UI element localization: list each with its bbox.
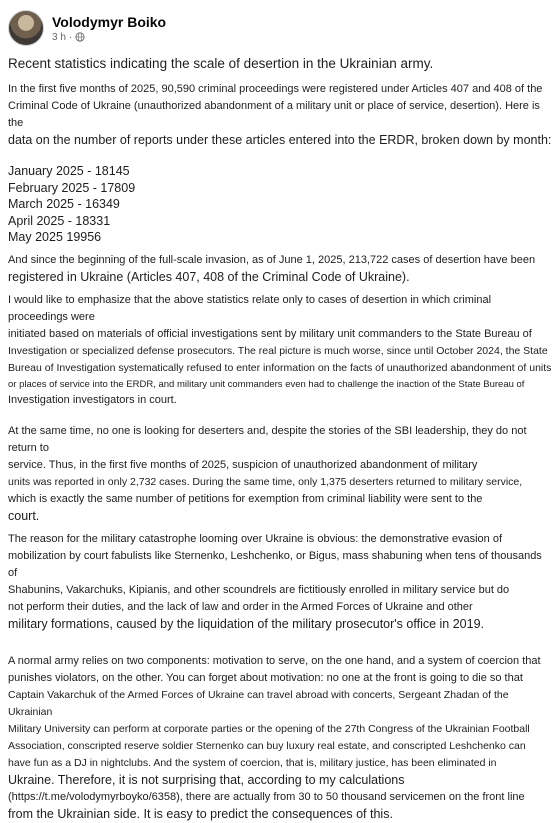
- text-line: At the same time, no one is looking for deserters and, despite the stories of the SBI leadership, they do not return to: [8, 424, 527, 454]
- month-item: February 2025 - 17809: [8, 180, 136, 195]
- text-line: service. Thus, in the first five months of 2025, suspicion of unauthorized abandonment of military: [8, 458, 478, 471]
- monthly-list: [8, 163, 553, 246]
- author-name[interactable]: Volodymyr Boiko: [52, 13, 167, 30]
- text-line: registered in Ukraine (Articles 407, 408 of the Criminal Code of Ukraine).: [8, 269, 410, 284]
- text-line: Association, conscripted reserve soldier Sternenko can buy luxury real estate, and conscripted Leshchenko can: [8, 739, 526, 752]
- text-line: (https://t.me/volodymyrboyko/6358), there are actually from 30 to 50 thousand servicemen on the front line: [8, 790, 525, 803]
- text-line: have fun as a DJ in nightclubs. And the system of coercion, that is, military justice, has been eliminated in: [8, 756, 497, 769]
- text-line: court.: [8, 508, 40, 523]
- intro-paragraph: [8, 81, 553, 149]
- text-line: Investigation investigators in court.: [8, 393, 177, 406]
- normal-army-paragraph: [8, 653, 553, 823]
- text-line: initiated based on materials of official investigations sent by military unit commanders to the State Bureau of: [8, 327, 532, 340]
- text-line: Military University can perform at corporate parties or the opening of the 27th Congress of the Ukrainian Football: [8, 722, 530, 735]
- text-line: punishes violators, on the other. You can forget about motivation: no one at the front is going to die so that: [8, 671, 523, 684]
- catastrophe-paragraph: [8, 531, 553, 633]
- globe-icon[interactable]: [75, 32, 85, 42]
- text-line: And since the beginning of the full-scale invasion, as of June 1, 2025, 213,722 cases of desertion have been: [8, 253, 536, 266]
- month-item: March 2025 - 16349: [8, 197, 120, 211]
- text-line: from the Ukrainian side. It is easy to predict the consequences of this.: [8, 806, 393, 821]
- text-line: Shabunins, Vakarchuks, Kipianis, and other scoundrels are fictitiously enrolled in military service but do: [8, 583, 510, 596]
- post-timestamp[interactable]: 3 h: [52, 31, 66, 43]
- text-line: units was reported in only 2,732 cases. During the same time, only 1,375 deserters returned to military service,: [8, 475, 523, 488]
- text-line: or places of service into the ERDR, and military unit commanders even had to challenge the inaction of the State Bureau of: [8, 378, 525, 390]
- post-subline: [52, 32, 166, 43]
- text-line: The reason for the military catastrophe looming over Ukraine is obvious: the demonstrative evasion of: [8, 532, 503, 545]
- post-meta: [52, 14, 166, 43]
- sbi-paragraph: [8, 423, 553, 525]
- emphasis-paragraph: [8, 292, 553, 409]
- post-heading: Recent statistics indicating the scale of desertion in the Ukrainian army.: [8, 56, 434, 71]
- text-line: Ukraine. Therefore, it is not surprising that, according to my calculations: [8, 772, 405, 787]
- text-line: Investigation or specialized defense prosecutors. The real picture is much worse, since until October 2024, the State: [8, 344, 548, 357]
- separator-dot: ·: [68, 31, 73, 43]
- text-line: I would like to emphasize that the above statistics relate only to cases of desertion in which criminal proceedings were: [8, 293, 492, 323]
- month-item: May 2025 19956: [8, 230, 102, 244]
- invasion-paragraph: [8, 252, 553, 286]
- text-line: not perform their duties, and the lack of law and order in the Armed Forces of Ukraine and other: [8, 600, 473, 613]
- post-body: [8, 55, 553, 823]
- text-line: mobilization by court fabulists like Sternenko, Leshchenko, or Bigus, mass shabuning when tens of thousands of: [8, 549, 542, 579]
- post-header: [8, 8, 166, 48]
- text-line: In the first five months of 2025, 90,590 criminal proceedings were registered under Articles 407 and 408 of the: [8, 83, 543, 95]
- author-avatar[interactable]: [8, 10, 44, 46]
- text-line: Criminal Code of Ukraine (unauthorized abandonment of a military unit or place of service, desertion). Here is the: [8, 100, 540, 129]
- text-line: military formations, caused by the liquidation of the military prosecutor's office in 2019.: [8, 616, 485, 631]
- text-line: data on the number of reports under these articles entered into the ERDR, broken down by month:: [8, 133, 552, 147]
- text-line: which is exactly the same number of petitions for exemption from criminal liability were sent to the: [8, 492, 483, 505]
- text-line: A normal army relies on two components: motivation to serve, on the one hand, and a system of coercion that: [8, 654, 541, 667]
- month-item: April 2025 - 18331: [8, 213, 111, 228]
- text-line: Bureau of Investigation systematically refused to enter information on the facts of unauthorized abandonment of units: [8, 361, 552, 374]
- month-item: January 2025 - 18145: [8, 164, 130, 178]
- text-line: Captain Vakarchuk of the Armed Forces of Ukraine can travel abroad with concerts, Sergeant Zhadan of the Ukrainian: [8, 688, 509, 718]
